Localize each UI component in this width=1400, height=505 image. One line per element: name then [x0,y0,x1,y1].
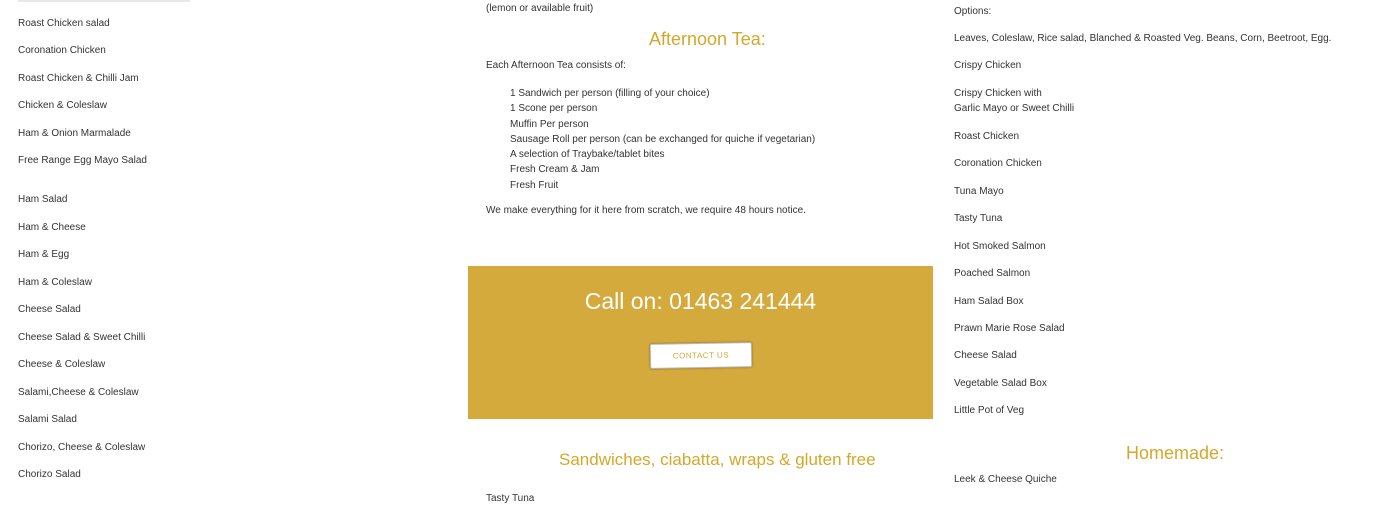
menu-item[interactable]: Cheese Salad & Sweet Chilli [18,332,146,343]
option-item[interactable]: Coronation Chicken [954,158,1042,169]
menu-item[interactable]: Ham & Onion Marmalade [18,128,131,139]
menu-item[interactable]: Chorizo Salad [18,469,81,480]
call-phone-text[interactable]: Call on: 01463 241444 [584,288,817,314]
afternoon-tea-list [510,86,815,193]
fruit-note: (lemon or available fruit) [486,3,594,14]
list-item: 1 Sandwich per person (filling of your choice) [510,88,710,99]
homemade-heading: Homemade: [1126,443,1225,463]
menu-item[interactable]: Coronation Chicken [18,45,106,56]
option-item[interactable]: Leek & Cheese Quiche [954,474,1057,485]
menu-item[interactable]: Cheese & Coleslaw [18,359,106,370]
option-item[interactable]: Crispy Chicken [954,60,1022,71]
menu-item[interactable]: Ham & Coleslaw [18,277,92,288]
option-item[interactable]: Crispy Chicken with [954,88,1042,99]
consists-text: Each Afternoon Tea consists of: [486,60,626,71]
option-item[interactable]: Tuna Mayo [954,186,1004,197]
option-item[interactable]: Vegetable Salad Box [954,378,1047,389]
option-item[interactable]: Tasty Tuna [954,213,1003,224]
afternoon-tea-heading: Afternoon Tea: [649,29,766,49]
option-item[interactable]: Garlic Mayo or Sweet Chilli [954,103,1075,114]
option-item[interactable]: Hot Smoked Salmon [954,241,1046,252]
menu-item[interactable]: Salami,Cheese & Coleslaw [18,387,139,398]
list-item: A selection of Traybake/tablet bites [510,149,665,161]
menu-item[interactable]: Salami Salad [18,414,77,425]
leaves-text: Leaves, Coleslaw, Rice salad, Blanched & Roasted Veg. Beans, Corn, Beetroot, Egg. [954,33,1332,44]
menu-item[interactable]: Roast Chicken salad [18,18,110,29]
menu-item[interactable]: Chicken & Coleslaw [18,100,107,111]
top-divider [18,0,190,2]
menu-item[interactable]: Chorizo, Cheese & Coleslaw [18,442,146,453]
options-label: Options: [954,6,992,17]
sandwiches-heading: Sandwiches, ciabatta, wraps & gluten free [559,450,876,469]
tasty-tuna-text: Tasty Tuna [486,493,535,504]
menu-item[interactable]: Ham & Cheese [18,222,86,233]
menu-item[interactable]: Ham Salad [18,194,68,205]
notice-text: We make everything for it here from scratch, we require 48 hours notice. [486,205,806,216]
list-item: 1 Scone per person [510,103,598,115]
option-item[interactable]: Roast Chicken [954,131,1020,142]
option-item[interactable]: Prawn Marie Rose Salad [954,323,1065,334]
contact-us-button[interactable]: CONTACT US [650,342,752,369]
menu-item[interactable]: Roast Chicken & Chilli Jam [18,73,139,84]
option-item[interactable]: Cheese Salad [954,350,1017,361]
option-item[interactable]: Ham Salad Box [954,296,1024,307]
option-item[interactable]: Little Pot of Veg [954,405,1025,416]
list-item: Fresh Fruit [510,179,559,191]
menu-item[interactable]: Cheese Salad [18,304,81,315]
list-item: Muffin Per person [510,118,589,130]
menu-item[interactable]: Ham & Egg [18,249,70,260]
list-item: Fresh Cream & Jam [510,164,600,176]
option-item[interactable]: Poached Salmon [954,268,1031,279]
call-banner [468,266,933,419]
list-item: Sausage Roll per person (can be exchanged for quiche if vegetarian) [510,133,816,145]
menu-item[interactable]: Free Range Egg Mayo Salad [18,155,147,166]
